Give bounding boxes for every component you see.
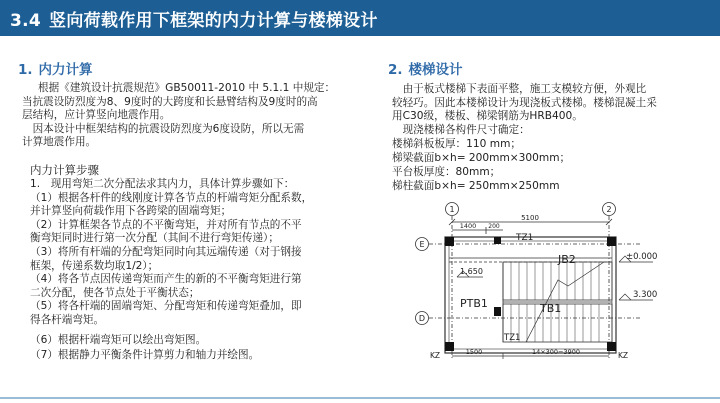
s1-intro-line-3: 因本设计中框架结构的抗震设防烈度为6度设防，所以无需	[22, 122, 305, 135]
title-bar	[0, 0, 720, 36]
section2-heading	[388, 58, 463, 78]
page-title	[10, 6, 378, 31]
elev-top-label: ±0.000	[626, 252, 658, 262]
column-tl	[445, 237, 454, 246]
step-line-1: （1）根据各杆件的线刚度计算各节点的杆端弯矩分配系数，	[30, 191, 313, 204]
step-line-9: （5）将各杆端的固端弯矩、分配弯矩和传递弯矩叠加，即	[30, 300, 302, 313]
tb1-label: TB1	[540, 302, 562, 315]
steps-heading: 内力计算步骤	[30, 163, 99, 177]
s1-intro-line-4: 计算地震作用。	[22, 136, 97, 149]
column-tz	[494, 307, 501, 316]
dim-top-label: 5100	[521, 214, 539, 222]
kz-right-label: KZ	[618, 351, 629, 360]
stair-plan-drawing	[408, 200, 680, 360]
axis-2-label: 2	[606, 205, 612, 214]
tz-bottom-label: TZ1	[504, 333, 521, 343]
step-line-8: 二次分配，使各节点处于平衡状态；	[30, 286, 200, 299]
tz-top-label: TZ1	[516, 233, 534, 243]
dim-line-2: 平台板厚度：80mm；	[392, 166, 501, 178]
dim-steps-label: 14×300=3900	[531, 348, 581, 356]
s2-intro-line-3: 现浇楼梯各构件尺寸确定：	[392, 123, 530, 136]
step-line-5: （3）将所有杆端的分配弯矩同时向其远端传递（对于钢接	[30, 246, 302, 258]
ptb1-label: PTB1	[460, 297, 488, 310]
dim-line-0: 楼梯斜板板厚：110 mm；	[392, 138, 521, 150]
s2-intro-line-2: 用C30级，楼板、梯梁钢筋为HRB400。	[392, 110, 583, 123]
s1-intro-line-2: 层结构，应计算竖向地震作用。	[22, 109, 171, 122]
elev-right-marker	[619, 294, 631, 300]
step-line-11: （6）根据杆端弯矩可以绘出弯矩图。	[30, 334, 207, 346]
jb2-label: JB2	[558, 253, 576, 266]
dim-line-3: 梯柱截面b×h= 250mm×250mm	[392, 180, 560, 192]
axis-D-label: D	[418, 314, 426, 323]
step-line-2: 并计算竖向荷载作用下各跨梁的固端弯矩；	[30, 205, 232, 218]
section1-number: 1.	[18, 62, 33, 78]
upper-treads	[511, 262, 599, 300]
title-number: 3.4	[10, 11, 42, 31]
dim-200-label: 200	[488, 223, 500, 230]
step-line-0: 1. 现用弯矩二次分配法求其内力，具体计算步骤如下：	[30, 178, 295, 190]
title-text: 竖向荷载作用下框架的内力计算与楼梯设计	[49, 11, 378, 31]
step-line-7: （4）将各节点因传递弯矩而产生的新的不平衡弯矩进行第	[30, 273, 302, 286]
step-line-4: 衡弯矩同时进行第一次分配（其间不进行弯矩传递）；	[30, 232, 279, 245]
step-line-3: （2）计算框架各节点的不平衡弯矩，并对所有节点的不平	[30, 218, 302, 231]
axis-E-label: E	[419, 240, 425, 249]
elev-mid-label: 1.650	[460, 267, 483, 276]
column-tz-top	[494, 237, 501, 244]
elev-right-label: 3.300	[633, 290, 658, 300]
column-bl	[445, 342, 454, 351]
column-br	[607, 342, 616, 351]
step-line-6: 框架，传递系数均取1/2）；	[30, 259, 159, 272]
dim-1400-label: 1400	[459, 222, 477, 230]
section2-title: 楼梯设计	[408, 62, 463, 78]
dim-line-1: 梯梁截面b×h= 200mm×300mm；	[392, 152, 571, 164]
step-line-12: （7）根据静力平衡条件计算剪力和轴力并绘图。	[30, 349, 260, 361]
dim-1500-label: 1500	[465, 348, 483, 356]
s1-intro-line-1: 当抗震设防烈度为8、9度时的大跨度和长悬臂结构及9度时的高	[22, 95, 318, 108]
column-tr	[607, 237, 616, 246]
section1-heading	[18, 58, 93, 78]
step-line-10: 得各杆端弯矩。	[30, 314, 105, 326]
kz-left-label: KZ	[430, 351, 441, 360]
s2-intro-line-0: 由于板式楼梯下表面平整，施工支模较方便，外观比	[392, 83, 647, 95]
section1-title: 内力计算	[38, 62, 93, 78]
s2-intro-line-1: 较轻巧。因此本楼梯设计为现浇板式楼梯。楼梯混凝土采	[392, 96, 657, 109]
stair-outline	[445, 237, 616, 353]
section2-number: 2.	[388, 62, 403, 78]
bottom-divider	[0, 397, 720, 399]
axis-1-label: 1	[449, 205, 455, 214]
s1-intro-line-0: 根据《建筑设计抗震规范》GB50011-2010 中 5.1.1 中规定：	[38, 82, 336, 94]
